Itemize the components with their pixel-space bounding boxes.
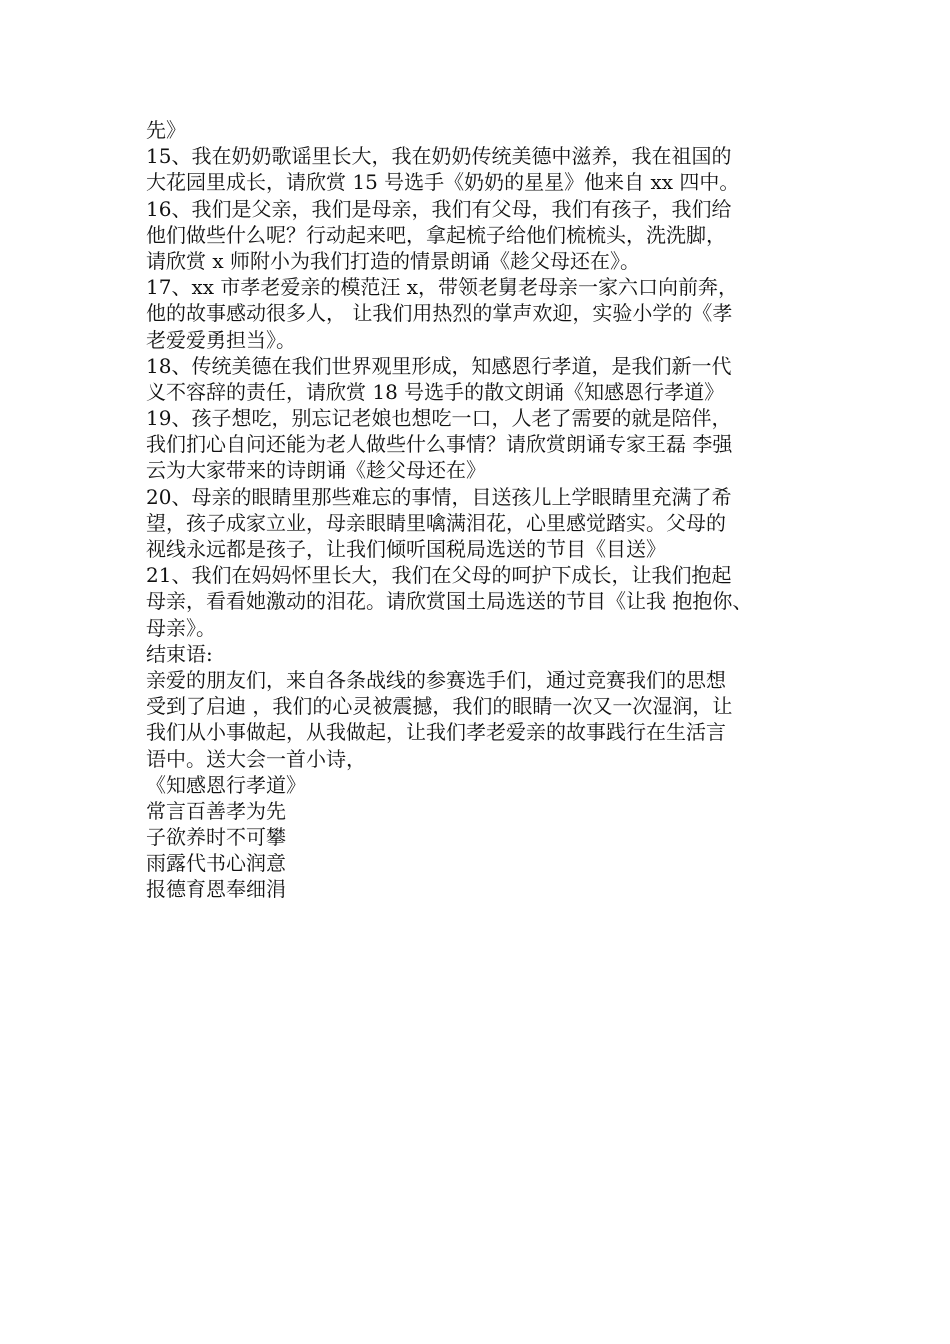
text-line: 21、我们在妈妈怀里长大，我们在父母的呵护下成长，让我们抱起 — [146, 563, 732, 588]
poem-line: 常言百善孝为先 — [146, 798, 286, 823]
text-line: 请欣赏 x 师附小为我们打造的情景朗诵《趁父母还在》。 — [146, 248, 640, 273]
text-line: 云为大家带来的诗朗诵《趁父母还在》 — [146, 458, 486, 483]
text-line: 他的故事感动很多人， 让我们用热烈的掌声欢迎，实验小学的《孝 — [146, 301, 733, 326]
text-line: 他们做些什么呢？行动起来吧，拿起梳子给他们梳梳头，洗洗脚， — [146, 222, 726, 247]
poem-line: 报德育恩奉细涓 — [146, 877, 286, 902]
text-line: 视线永远都是孩子，让我们倾听国税局选送的节目《目送》 — [146, 537, 666, 561]
text-line: 我们扪心自问还能为老人做些什么事情？请欣赏朗诵专家王磊 李强 — [146, 432, 733, 457]
poem-line: 雨露代书心润意 — [146, 851, 286, 876]
text-line: 母亲，看看她激动的泪花。请欣赏国土局选送的节目《让我 抱抱你、 — [146, 589, 753, 614]
text-line: 受到了启迪 ，我们的心灵被震撼，我们的眼睛一次又一次湿润，让 — [146, 694, 733, 719]
text-line: 母亲》。 — [146, 615, 216, 640]
text-line: 18、传统美德在我们世界观里形成，知感恩行孝道，是我们新一代 — [146, 353, 732, 378]
text-line: 我们从小事做起，从我做起，让我们孝老爱亲的故事践行在生活言 — [146, 720, 726, 745]
text-line: 16、我们是父亲，我们是母亲，我们有父母，我们有孩子，我们给 — [146, 196, 732, 221]
text-line: 17、xx 市孝老爱亲的模范汪 x，带领老舅老母亲一家六口向前奔， — [146, 275, 739, 300]
text-line: 大花园里成长，请欣赏 15 号选手《奶奶的星星》他来自 xx 四中。 — [146, 170, 740, 195]
poem-line: 子欲养时不可攀 — [146, 825, 286, 850]
text-line: 望，孩子成家立业，母亲眼睛里噙满泪花，心里感觉踏实。父母的 — [146, 510, 726, 535]
poem-title: 《知感恩行孝道》 — [146, 772, 306, 797]
text-line: 先》 — [146, 118, 186, 142]
section-heading: 结束语: — [146, 641, 213, 666]
text-line: 20、母亲的眼睛里那些难忘的事情，目送孩儿上学眼睛里充满了希 — [146, 484, 732, 509]
text-line: 语中。送大会一首小诗， — [146, 746, 366, 771]
text-line: 亲爱的朋友们，来自各条战线的参赛选手们，通过竞赛我们的思想 — [146, 667, 726, 692]
text-line: 老爱爱勇担当》。 — [146, 327, 296, 352]
text-line: 义不容辞的责任，请欣赏 18 号选手的散文朗诵《知感恩行孝道》 — [146, 379, 725, 404]
text-line: 19、孩子想吃，别忘记老娘也想吃一口，人老了需要的就是陪伴， — [146, 406, 732, 431]
document-body — [146, 117, 826, 903]
text-line: 15、我在奶奶歌谣里长大，我在奶奶传统美德中滋养，我在祖国的 — [146, 144, 732, 169]
